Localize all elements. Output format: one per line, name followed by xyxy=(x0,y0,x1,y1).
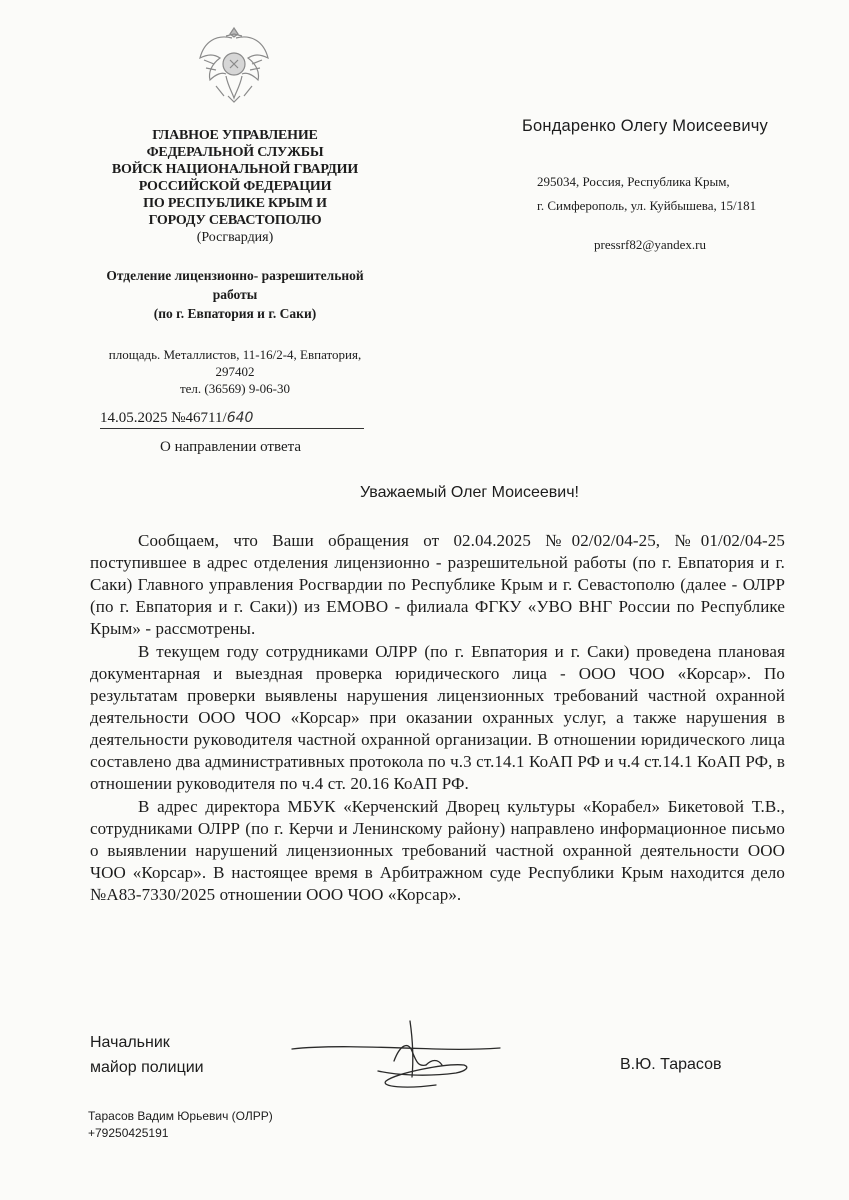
letter-body xyxy=(90,530,785,907)
recipient-block xyxy=(522,117,822,253)
body-paragraph: В адрес директора МБУК «Керченский Дворец культуры «Корабел» Бикетовой Т.В., сотрудниками ОЛРР (по г. Керчи и Ленинскому району) направлено информационное письмо о выявлении нарушений лицензионных требований частной охранной деятельности ООО ЧОО «Корсар». В настоящее время в Арбитражном суде Республики Крым находится дело №А83-7330/2025 отношении ООО ЧОО «Корсар». xyxy=(90,797,785,904)
registration-number xyxy=(100,408,364,429)
sender-block xyxy=(80,127,390,397)
department-line: Отделение лицензионно- разрешительной xyxy=(106,268,364,283)
org-name-line: ПО РЕСПУБЛИКЕ КРЫМ И xyxy=(143,196,327,211)
signer-position xyxy=(90,1030,204,1080)
executor-phone: +79250425191 xyxy=(88,1126,169,1140)
address-line: площадь. Металлистов, 11-16/2-4, Евпатория, xyxy=(108,347,362,362)
reg-handwritten-number: 640 xyxy=(226,410,254,426)
recipient-address-line: г. Симферополь, ул. Куйбышева, 15/181 xyxy=(537,198,757,213)
recipient-address xyxy=(537,170,822,218)
org-short-name: (Росгвардия) xyxy=(196,230,274,245)
phone-line: тел. (36569) 9-06-30 xyxy=(179,381,290,396)
recipient-email: pressrf82@yandex.ru xyxy=(594,237,706,252)
address-line: 297402 xyxy=(215,364,255,379)
org-name-line: ГОРОДУ СЕВАСТОПОЛЮ xyxy=(148,213,322,228)
department-line: (по г. Евпатория и г. Саки) xyxy=(153,306,317,321)
reg-date-number: 14.05.2025 №46711/ xyxy=(100,410,227,426)
salutation: Уважаемый Олег Моисеевич! xyxy=(359,484,579,501)
body-paragraph: Сообщаем, что Ваши обращения от 02.04.2025 №02/02/04-25, №01/02/04-25 поступившее в адрес отделения лицензионно - разрешительной работы (по г. Евпатория и г. Саки) Главного управления Росгвардии по Республике Крым и г. Севастополю (далее - ОЛРР (по г. Евпатория и г. Саки)) из ЕМОВО - филиала ФГКУ «УВО ВНГ России по Республике Крым» - рассмотрены. xyxy=(90,531,785,638)
letter-subject: О направлении ответа xyxy=(160,439,302,455)
signer-name: В.Ю. Тарасов xyxy=(620,1056,722,1073)
executor-block xyxy=(88,1108,273,1142)
recipient-name: Бондаренко Олегу Моисеевичу xyxy=(522,117,769,135)
rank-line: майор полиции xyxy=(90,1059,204,1076)
executor-name: Тарасов Вадим Юрьевич (ОЛРР) xyxy=(88,1109,273,1123)
recipient-address-line: 295034, Россия, Республика Крым, xyxy=(537,174,730,189)
org-name-line: РОССИЙСКОЙ ФЕДЕРАЦИИ xyxy=(138,179,332,194)
body-paragraph: В текущем году сотрудниками ОЛРР (по г. Евпатория и г. Саки) проведена плановая документарная и выездная проверка юридического лица - ООО ЧОО «Корсар». По результатам проверки выявлены нарушения лицензионных требований частной охранной деятельности ООО ЧОО «Корсар» при оказании охранных услуг, а также нарушения в деятельности руководителя частной охранной организации. В отношении юридического лица составлено два административных протокола по ч.3 ст.14.1 КоАП РФ и ч.4 ст.14.1 КоАП РФ, в отношении руководителя по ч.4 ст. 20.16 КоАП РФ. xyxy=(90,642,785,793)
handwritten-signature xyxy=(286,1015,516,1095)
sender-address xyxy=(80,346,390,397)
department-line: работы xyxy=(212,287,258,302)
org-name-line: ФЕДЕРАЛЬНОЙ СЛУЖБЫ xyxy=(146,145,324,160)
org-name-line: ВОЙСК НАЦИОНАЛЬНОЙ ГВАРДИИ xyxy=(111,162,359,177)
position-line: Начальник xyxy=(90,1034,170,1051)
rosgvardia-emblem-icon xyxy=(196,24,272,106)
department-block xyxy=(80,266,390,323)
org-name-line: ГЛАВНОЕ УПРАВЛЕНИЕ xyxy=(152,128,318,143)
